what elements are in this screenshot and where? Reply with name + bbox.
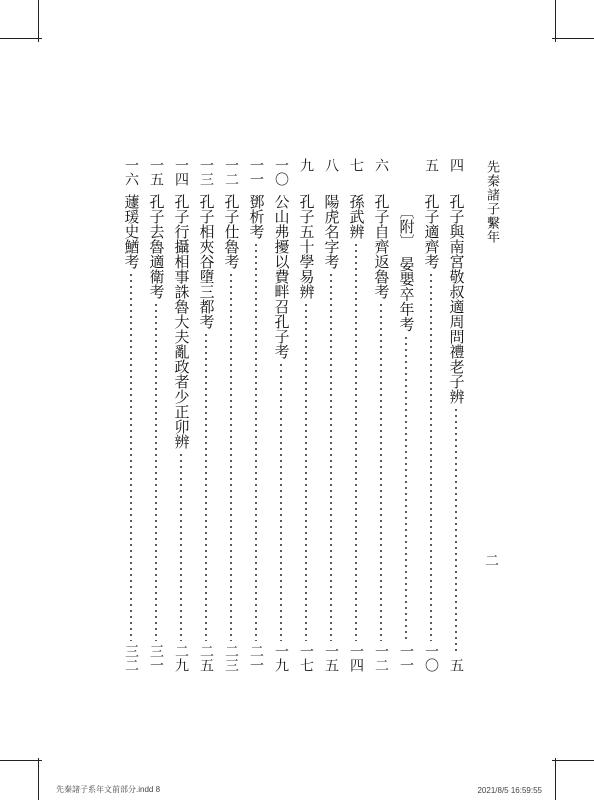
toc-entry: [347, 158, 365, 672]
dot-leader: [305, 302, 307, 641]
entry-title: 孔子仕魯考: [222, 194, 241, 269]
entry-page: 一〇: [423, 644, 439, 672]
dot-leader: [155, 302, 157, 641]
entry-page: 一二: [373, 644, 389, 672]
entry-title: 孔子行攝相事誅魯大夫亂政者少正卯辨: [172, 194, 191, 449]
toc-entry: [272, 158, 290, 672]
entry-page: 三二: [123, 644, 139, 672]
entry-page: 一五: [323, 644, 339, 672]
dot-leader: [230, 272, 232, 641]
entry-title: 孔子相夾谷墮三都考: [197, 194, 216, 329]
dot-leader: [280, 362, 282, 641]
crop-mark: [0, 760, 42, 761]
dot-leader: [205, 332, 207, 641]
crop-mark: [552, 38, 594, 39]
footer-file-name: 先秦諸子系年文前部分.indd 8: [56, 785, 161, 794]
entry-page: 二三: [223, 644, 239, 672]
toc-entry: [372, 158, 390, 672]
entry-page: 二九: [173, 644, 189, 672]
entry-title: 孔子五十學易辨: [297, 194, 316, 299]
page-number: 二: [483, 553, 499, 567]
dot-leader: [355, 242, 357, 641]
toc-entry: [322, 158, 340, 672]
dot-leader: [380, 302, 382, 641]
entry-title: 孔子去魯適衛考: [147, 194, 166, 299]
entry-page: 三一: [148, 644, 164, 672]
entry-page: 一一: [398, 644, 414, 672]
toc-entry: [197, 158, 215, 672]
entry-number: 九: [298, 158, 314, 172]
entry-title: 〔附〕 晏嬰卒年考: [397, 204, 416, 332]
crop-mark: [0, 38, 42, 39]
crop-mark: [552, 760, 594, 761]
entry-number: 六: [373, 158, 389, 172]
dot-leader: [455, 407, 457, 655]
toc-entry: [122, 158, 140, 672]
entry-page: 五: [448, 658, 464, 672]
dot-leader: [130, 272, 132, 641]
entry-page: 一九: [273, 644, 289, 672]
crop-mark: [555, 0, 556, 42]
entry-number: 一五: [148, 158, 164, 186]
entry-page: 二五: [198, 644, 214, 672]
footer-timestamp: 2021/8/5 16:59:55: [477, 786, 542, 795]
entry-number: 一一: [248, 158, 264, 186]
entry-number: 一三: [198, 158, 214, 186]
toc-entry: [447, 158, 465, 672]
entry-page: 一七: [298, 644, 314, 672]
entry-number: 一六: [123, 158, 139, 186]
entry-title: 孔子適齊考: [422, 194, 441, 269]
entry-number: 七: [348, 158, 364, 172]
toc-entry: [397, 158, 415, 672]
entry-number: 一二: [223, 158, 239, 186]
dot-leader: [255, 242, 257, 641]
toc-entry: [422, 158, 440, 672]
toc-entry: [247, 158, 265, 672]
dot-leader: [430, 272, 432, 641]
entry-page: 二一: [248, 644, 264, 672]
entry-title: 孔子自齊返魯考: [372, 194, 391, 299]
entry-title: 蘧瑗史鰌考: [122, 194, 141, 269]
crop-mark: [38, 0, 39, 42]
entry-title: 公山弗擾以費畔召孔子考: [272, 194, 291, 359]
entry-title: 孫武辨: [347, 194, 366, 239]
dot-leader: [405, 335, 407, 642]
entry-number: 一四: [173, 158, 189, 186]
crop-mark: [555, 758, 556, 800]
dot-leader: [330, 272, 332, 641]
entry-page: 一四: [348, 644, 364, 672]
crop-mark: [38, 758, 39, 800]
entry-title: 孔子與南宮敬叔適周問禮老子辨: [447, 194, 466, 404]
entry-title: 陽虎名字考: [322, 194, 341, 269]
toc-entry: [297, 158, 315, 672]
running-header-title: 先秦諸子繫年: [484, 160, 499, 244]
dot-leader: [180, 452, 182, 641]
toc-entry: [172, 158, 190, 672]
toc-entry: [147, 158, 165, 672]
entry-number: 五: [423, 158, 439, 172]
entry-number: 四: [448, 158, 464, 172]
entry-title: 鄧析考: [247, 194, 266, 239]
toc-entry: [222, 158, 240, 672]
entry-number: 一〇: [273, 158, 289, 186]
entry-number: 八: [323, 158, 339, 172]
